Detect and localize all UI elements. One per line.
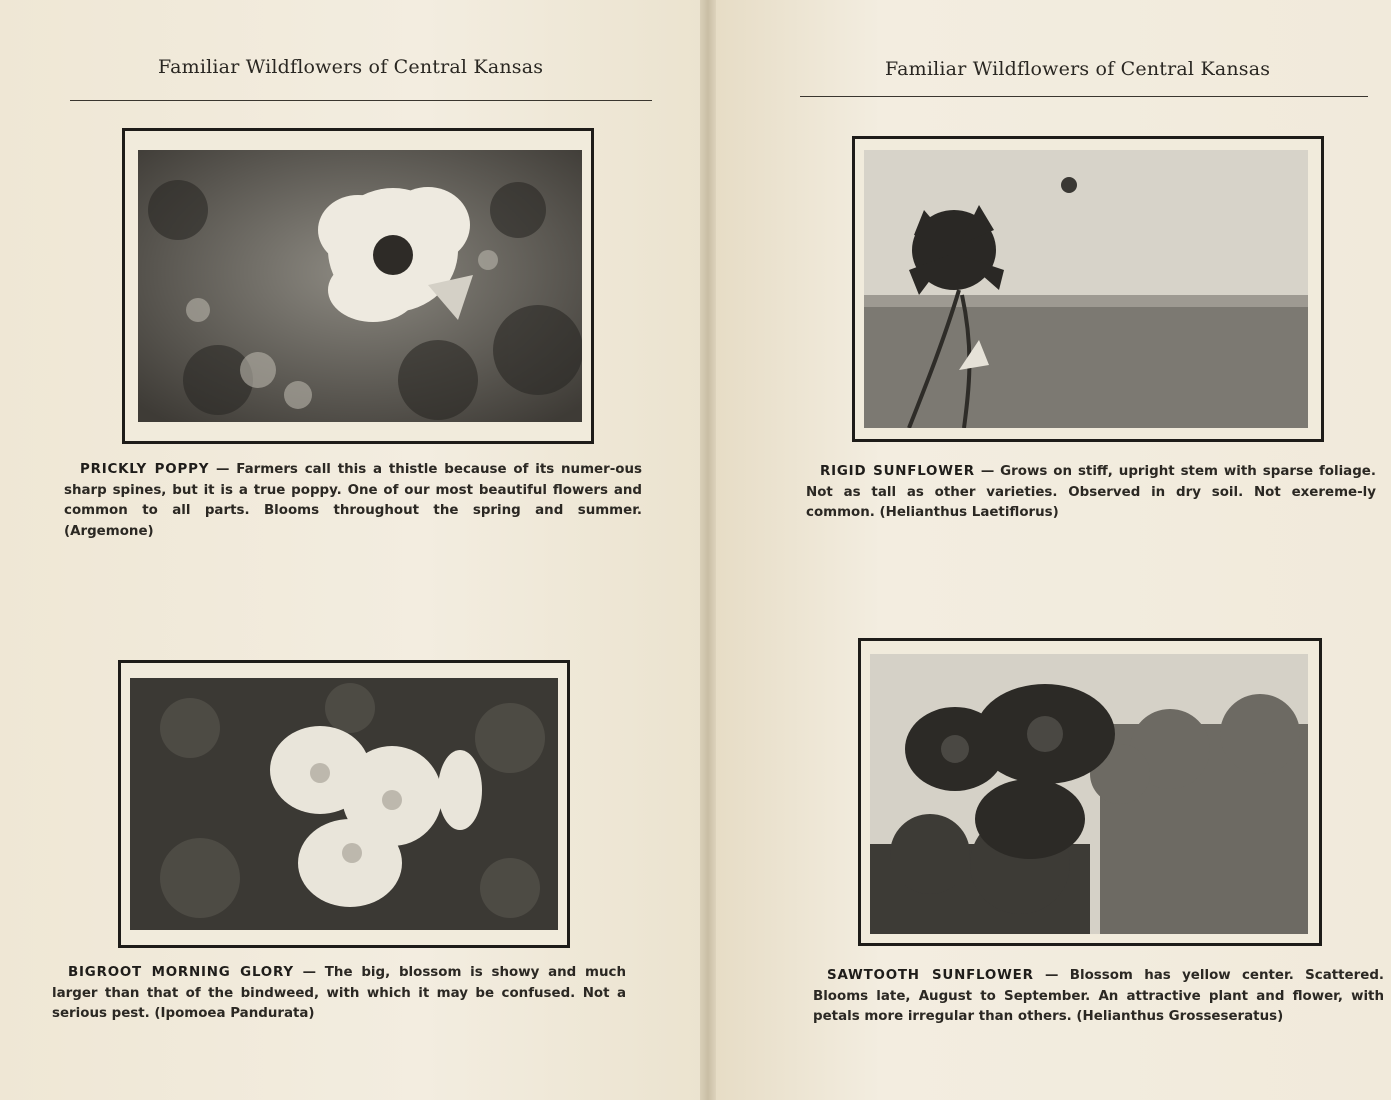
sawtooth-sunflower-description: — Blossom has yellow center. Scattered. Blooms late, August to September. An attractive plant and flower, with petals more irregular than others. (Helianthus Grosseseratus) — [813, 968, 1384, 1024]
prickly-poppy-caption — [64, 460, 642, 542]
prickly-poppy-name: PRICKLY POPPY — [80, 462, 210, 477]
sawtooth-sunflower-caption — [813, 966, 1384, 1028]
sawtooth-sunflower-name: SAWTOOTH SUNFLOWER — [827, 968, 1034, 983]
prickly-poppy-photo — [138, 150, 582, 422]
rigid-sunflower-description: — Grows on stiff, upright stem with sparse foliage. Not as tall as other varieties. Observed in dry soil. Not exereme-ly common. (Helianthus Laetiflorus) — [806, 464, 1376, 520]
morning-glory-photo — [130, 678, 558, 930]
right-page-header: Familiar Wildflowers of Central Kansas — [885, 58, 1271, 80]
left-page-header: Familiar Wildflowers of Central Kansas — [158, 56, 544, 78]
right-header-rule — [800, 96, 1368, 97]
morning-glory-caption — [52, 963, 626, 1025]
sawtooth-sunflower-photo — [870, 654, 1308, 934]
morning-glory-description: — The big, blossom is showy and much larger than that of the bindweed, with which it may be confused. Not a serious pest. (Ipomoea Pandurata) — [52, 965, 626, 1021]
prickly-poppy-description: — Farmers call this a thistle because of its numer-ous sharp spines, but it is a true poppy. One of our most beautiful flowers and common to all parts. Blooms throughout the spring and summer. (Argemone) — [64, 462, 642, 539]
book-gutter — [700, 0, 716, 1100]
left-header-rule — [70, 100, 652, 101]
morning-glory-name: BIGROOT MORNING GLORY — [68, 965, 294, 980]
rigid-sunflower-name: RIGID SUNFLOWER — [820, 464, 975, 479]
rigid-sunflower-photo — [864, 150, 1308, 428]
rigid-sunflower-caption — [806, 462, 1376, 524]
